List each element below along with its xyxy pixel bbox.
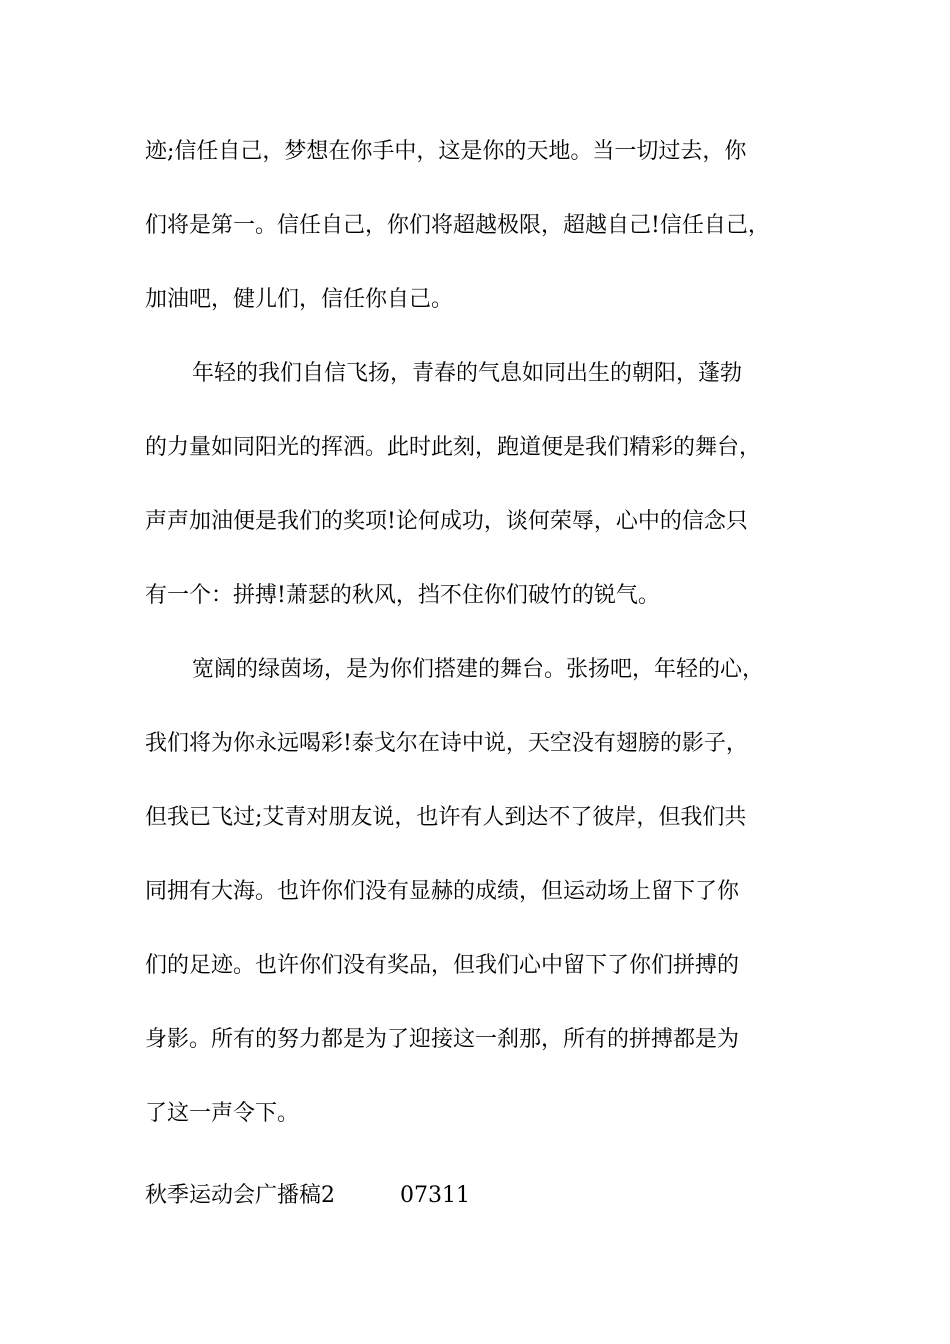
text-line: 声声加油便是我们的奖项!论何成功，谈何荣辱，心中的信念只 xyxy=(145,509,748,534)
text-line: 迹;信任自己，梦想在你手中，这是你的天地。当一切过去，你 xyxy=(145,139,747,164)
section-code: 07311 xyxy=(400,1183,470,1208)
text-line: 同拥有大海。也许你们没有显赫的成绩，但运动场上留下了你 xyxy=(145,879,740,904)
text-line: 我们将为你永远喝彩!泰戈尔在诗中说，天空没有翅膀的影子， xyxy=(145,731,748,756)
text-line: 有一个：拼搏!萧瑟的秋风，挡不住你们破竹的锐气。 xyxy=(145,583,660,608)
text-line: 的力量如同阳光的挥洒。此时此刻，跑道便是我们精彩的舞台， xyxy=(145,435,762,460)
text-line: 们的足迹。也许你们没有奖品，但我们心中留下了你们拼搏的 xyxy=(145,953,740,978)
text-line: 宽阔的绿茵场，是为你们搭建的舞台。张扬吧，年轻的心， xyxy=(192,657,765,682)
text-line: 们将是第一。信任自己，你们将超越极限，超越自己!信任自己， xyxy=(145,213,770,238)
text-line: 了这一声令下。 xyxy=(145,1101,300,1126)
text-line: 加油吧，健儿们，信任你自己。 xyxy=(145,287,454,312)
text-line: 身影。所有的努力都是为了迎接这一刹那，所有的拼搏都是为 xyxy=(145,1027,740,1052)
text-line: 但我已飞过;艾青对朋友说，也许有人到达不了彼岸，但我们共 xyxy=(145,805,747,830)
section-heading: 秋季运动会广播稿2 xyxy=(145,1183,335,1208)
text-line: 年轻的我们自信飞扬，青春的气息如同出生的朝阳，蓬勃 xyxy=(192,361,743,386)
